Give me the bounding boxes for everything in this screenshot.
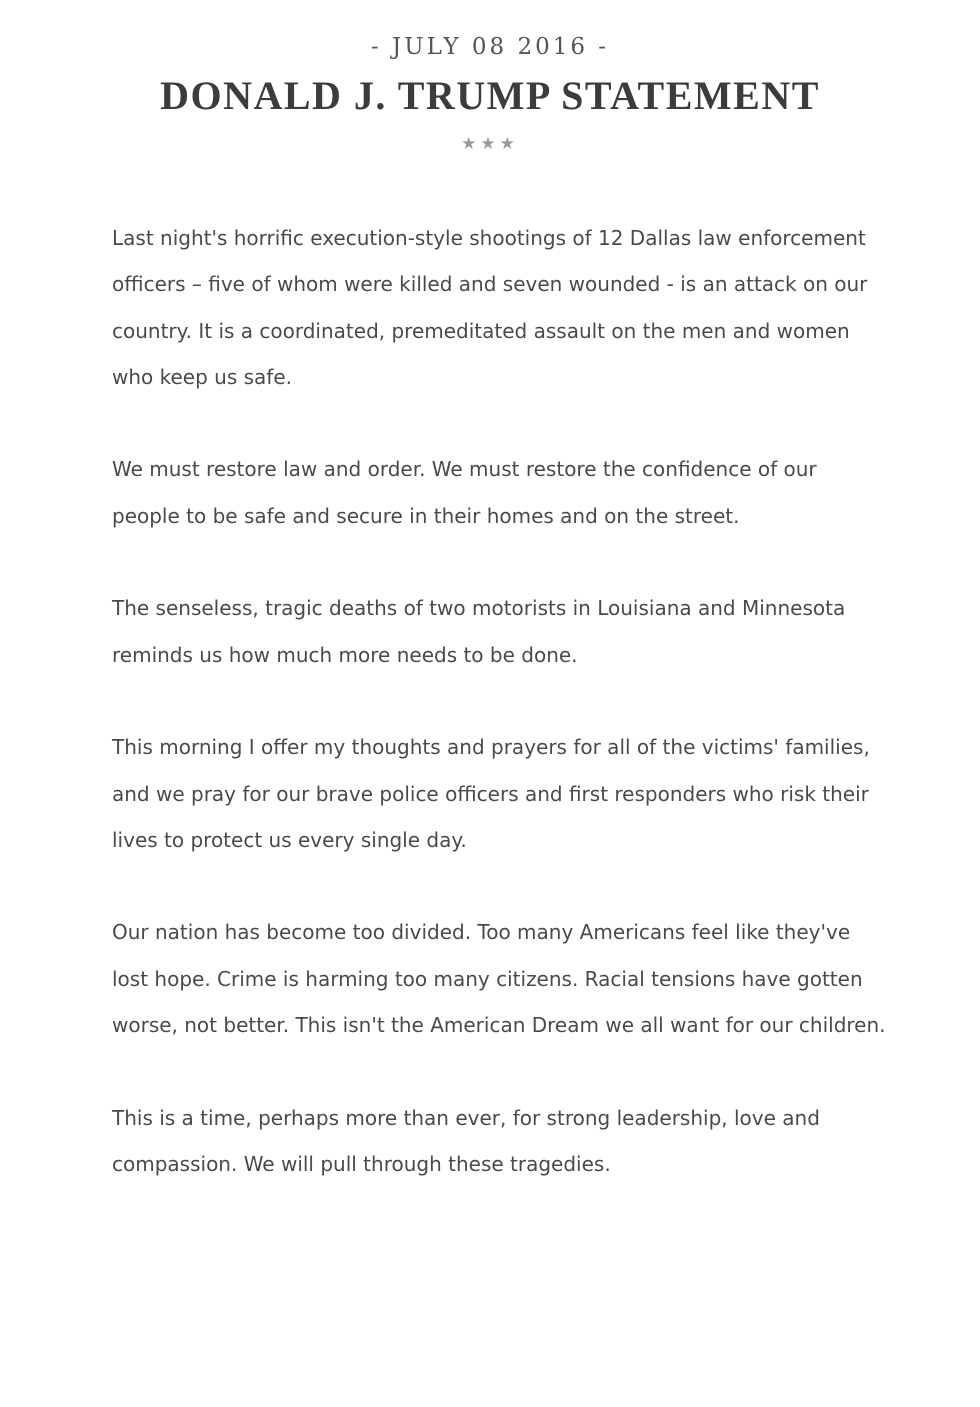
- date-line: - JULY 08 2016 -: [370, 34, 610, 60]
- paragraph-2: We must restore law and order. We must restore the confidence of our people to be safe and secure in their homes and on the street.: [112, 457, 817, 528]
- paragraph-1: Last night's horrific execution-style shootings of 12 Dallas law enforcement officers – five of whom were killed and seven wounded - is an attack on our country. It is a coordinated, premeditated assault on the men and women who keep us safe.: [112, 226, 868, 389]
- statement-body: [112, 215, 887, 1234]
- paragraph-3: The senseless, tragic deaths of two motorists in Louisiana and Minnesota reminds us how much more needs to be done.: [112, 596, 846, 667]
- star-divider-icon: ★★★: [461, 134, 519, 154]
- paragraph-4: This morning I offer my thoughts and prayers for all of the victims' families, and we pray for our brave police officers and first responders who risk their lives to protect us every single day.: [112, 735, 870, 852]
- statement-title: DONALD J. TRUMP STATEMENT: [160, 73, 820, 118]
- paragraph-5: Our nation has become too divided. Too many Americans feel like they've lost hope. Crime is harming too many citizens. Racial tensions have gotten worse, not better. This isn't the American Dream we all want for our children.: [112, 920, 886, 1038]
- paragraph-6: This is a time, perhaps more than ever, for strong leadership, love and compassion. We will pull through these tragedies.: [112, 1105, 820, 1176]
